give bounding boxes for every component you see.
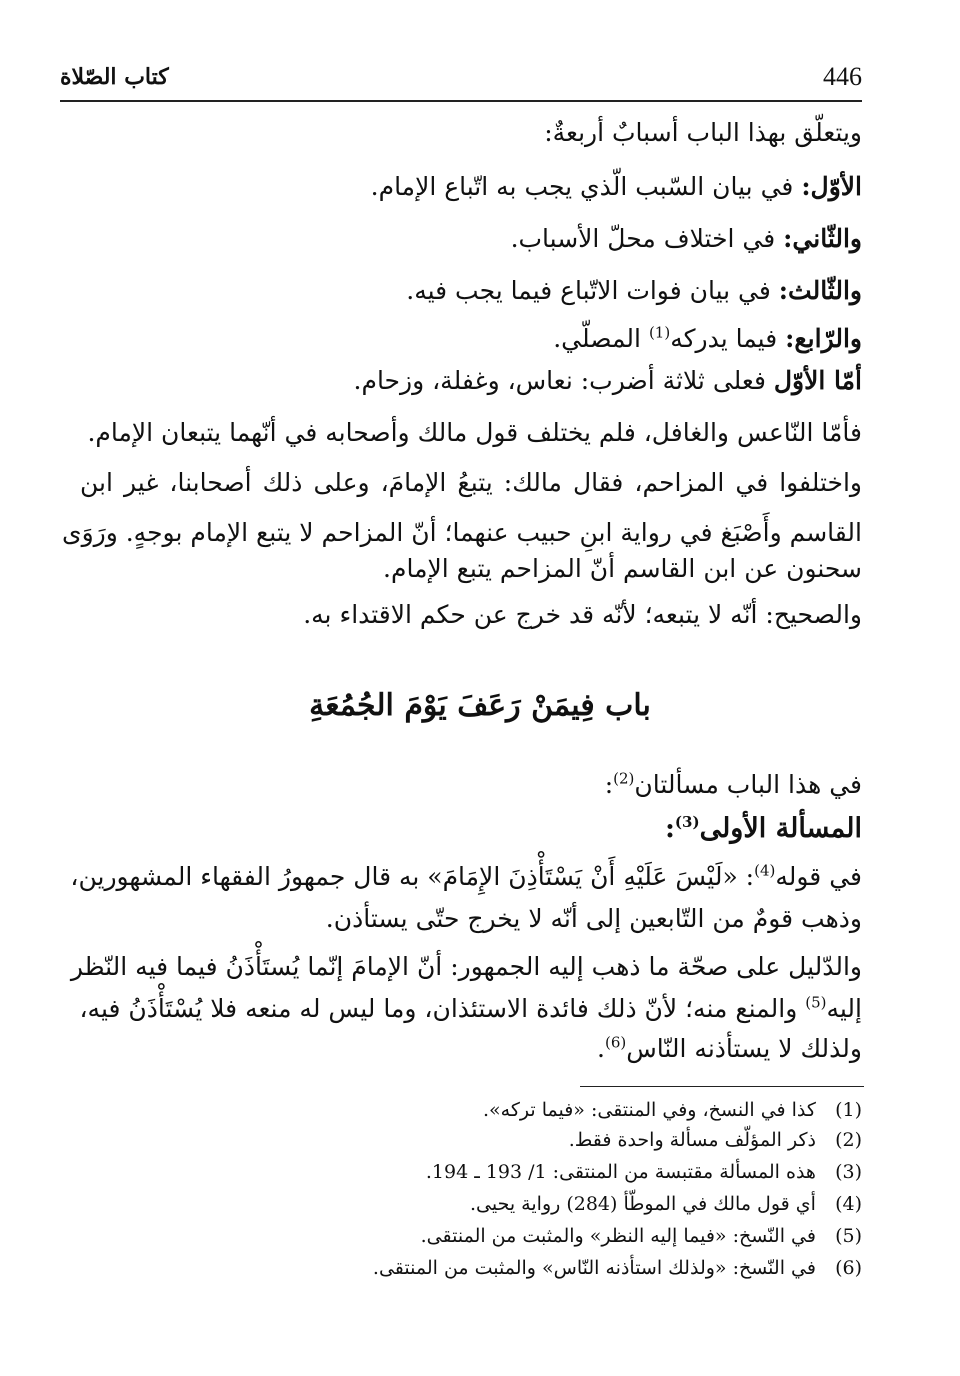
page-header bbox=[60, 62, 862, 98]
first-section-line bbox=[80, 364, 862, 398]
text: ولذلك لا يستأذنه النّاس bbox=[626, 1034, 862, 1063]
paragraph-2-line-2: القاسم وأَصْبَغ في رواية ابنِ حبيب عنهما؛ أنّ المزاحم لا يتبع الإمام بوجهٍ. ورَوَى bbox=[62, 518, 862, 547]
footnote-rule bbox=[580, 1086, 864, 1087]
footnote-number: (6) bbox=[835, 1257, 862, 1279]
footnote-1 bbox=[200, 1096, 862, 1124]
reason-text: في بيان السّبب الّذي يجب به اتّباع الإمام. bbox=[370, 172, 802, 201]
issue-title-text: المسألة الأولى bbox=[699, 813, 862, 844]
running-title: كتاب الصّلاة bbox=[60, 64, 169, 90]
issue-para-2-line-1: والدّليل على صحّة ما ذهب إليه الجمهور: أنّ الإمامَ إنّما يُستَأْذَنُ فيما فيه النّظر bbox=[70, 952, 862, 981]
reason-text: في بيان فوات الاتّباع فيما يجب فيه. bbox=[406, 276, 779, 305]
paragraph-2-line-1: واختلفوا في المزاحم، فقال مالك: يتبعُ الإمامَ، وعلى ذلك أصحابنا، غير ابن bbox=[80, 468, 862, 497]
footnote-ref: (3) bbox=[674, 813, 700, 831]
reason-label: الأوّل: bbox=[801, 172, 862, 201]
reason-text-after: المصلّي. bbox=[553, 324, 649, 353]
issue-para-2-line-2 bbox=[80, 992, 862, 1026]
issue-para-1-line-1 bbox=[70, 860, 862, 894]
reason-text: فيما يدركه bbox=[670, 324, 786, 353]
footnote-ref: (6) bbox=[604, 1033, 627, 1052]
intro-line: ويتعلّق بهذا الباب أسبابٌ أربعةٌ: bbox=[544, 118, 862, 147]
footnote-3 bbox=[200, 1158, 862, 1186]
colon: : bbox=[664, 813, 675, 844]
footnote-text: أي قول مالك في الموطّأ (284) رواية يحيى. bbox=[469, 1193, 816, 1215]
footnote-ref: (4) bbox=[754, 861, 776, 880]
reason-3 bbox=[80, 274, 862, 308]
paragraph-1: فأمّا النّاعس والغافل، فلم يختلف قول مالك وأصحابه في أنّهما يتبعان الإمام. bbox=[87, 418, 862, 447]
footnote-text: هذه المسألة مقتبسة من المنتقى: 1/ 193 ـ 194. bbox=[425, 1161, 816, 1183]
footnote-6 bbox=[200, 1254, 862, 1282]
paragraph-3: والصحيح: أنّه لا يتبعه؛ لأنّه قد خرج عن حكم الاقتداء به. bbox=[303, 600, 862, 629]
footnote-text: في النّسخ: «ولذلك استأذنه النّاس» والمثبت من المنتقى. bbox=[372, 1257, 816, 1279]
footnote-ref: (5) bbox=[805, 993, 827, 1012]
text: إليه bbox=[826, 994, 862, 1023]
first-section-text: فعلى ثلاثة أضرب: نعاس، وغفلة، وزحام. bbox=[353, 366, 774, 395]
footnote-ref: (2) bbox=[613, 769, 635, 788]
footnote-2 bbox=[200, 1126, 862, 1154]
text: والمنع منه؛ لأنّ ذلك فائدة الاستئذان، وما ليس له منعه فلا يُسْتَأْذَنُ فيه، bbox=[79, 994, 806, 1023]
footnote-number: (1) bbox=[835, 1099, 862, 1121]
reason-text: في اختلاف محلّ الأسباب. bbox=[510, 224, 784, 253]
reason-2 bbox=[80, 222, 862, 256]
paragraph-2-line-3: سحنون عن ابن القاسم أنّ المزاحم يتبع الإمام. bbox=[383, 554, 862, 583]
colon: : bbox=[604, 770, 614, 799]
chapter-title: باب فِيمَنْ رَعَفَ يَوْمَ الجُمُعَةِ bbox=[309, 688, 651, 723]
footnote-text: في النّسخ: «فيما إليه النظر» والمثبت من المنتقى. bbox=[420, 1225, 816, 1247]
text: . bbox=[597, 1034, 605, 1063]
footnote-number: (3) bbox=[835, 1161, 862, 1183]
reason-1 bbox=[80, 170, 862, 204]
reason-label: والثّاني: bbox=[783, 224, 862, 253]
reason-label: والرّابع: bbox=[785, 324, 862, 353]
issue-para-1-line-2: وذهب قومٌ من التّابعين إلى أنّه لا يخرج حتّى يستأذن. bbox=[325, 904, 862, 933]
chapter-intro-text: في هذا الباب مسألتان bbox=[634, 770, 862, 799]
text: : «لَيْسَ عَلَيْهِ أَنْ يَسْتَأْذِنَ الإِمَامَ» به قال جمهورُ الفقهاء المشهورين، bbox=[70, 862, 755, 891]
footnote-number: (4) bbox=[835, 1193, 862, 1215]
header-rule bbox=[60, 100, 862, 102]
chapter-intro bbox=[80, 768, 862, 802]
reason-4 bbox=[80, 322, 862, 356]
footnote-4 bbox=[200, 1190, 862, 1218]
footnote-number: (2) bbox=[835, 1129, 862, 1151]
issue-title bbox=[80, 812, 862, 846]
reason-label: والثّالث: bbox=[778, 276, 862, 305]
issue-para-2-line-3 bbox=[80, 1032, 862, 1066]
first-section-label: أمّا الأوّل bbox=[773, 366, 862, 395]
footnote-text: ذكر المؤلّف مسألة واحدة فقط. bbox=[568, 1129, 816, 1151]
footnote-5 bbox=[200, 1222, 862, 1250]
footnote-text: كذا في النسخ، وفي المنتقى: «فيما تركه». bbox=[483, 1099, 816, 1121]
footnote-ref: (1) bbox=[648, 323, 671, 342]
text: في قوله bbox=[775, 862, 862, 891]
footnote-number: (5) bbox=[835, 1225, 862, 1247]
page-number: 446 bbox=[823, 62, 862, 91]
